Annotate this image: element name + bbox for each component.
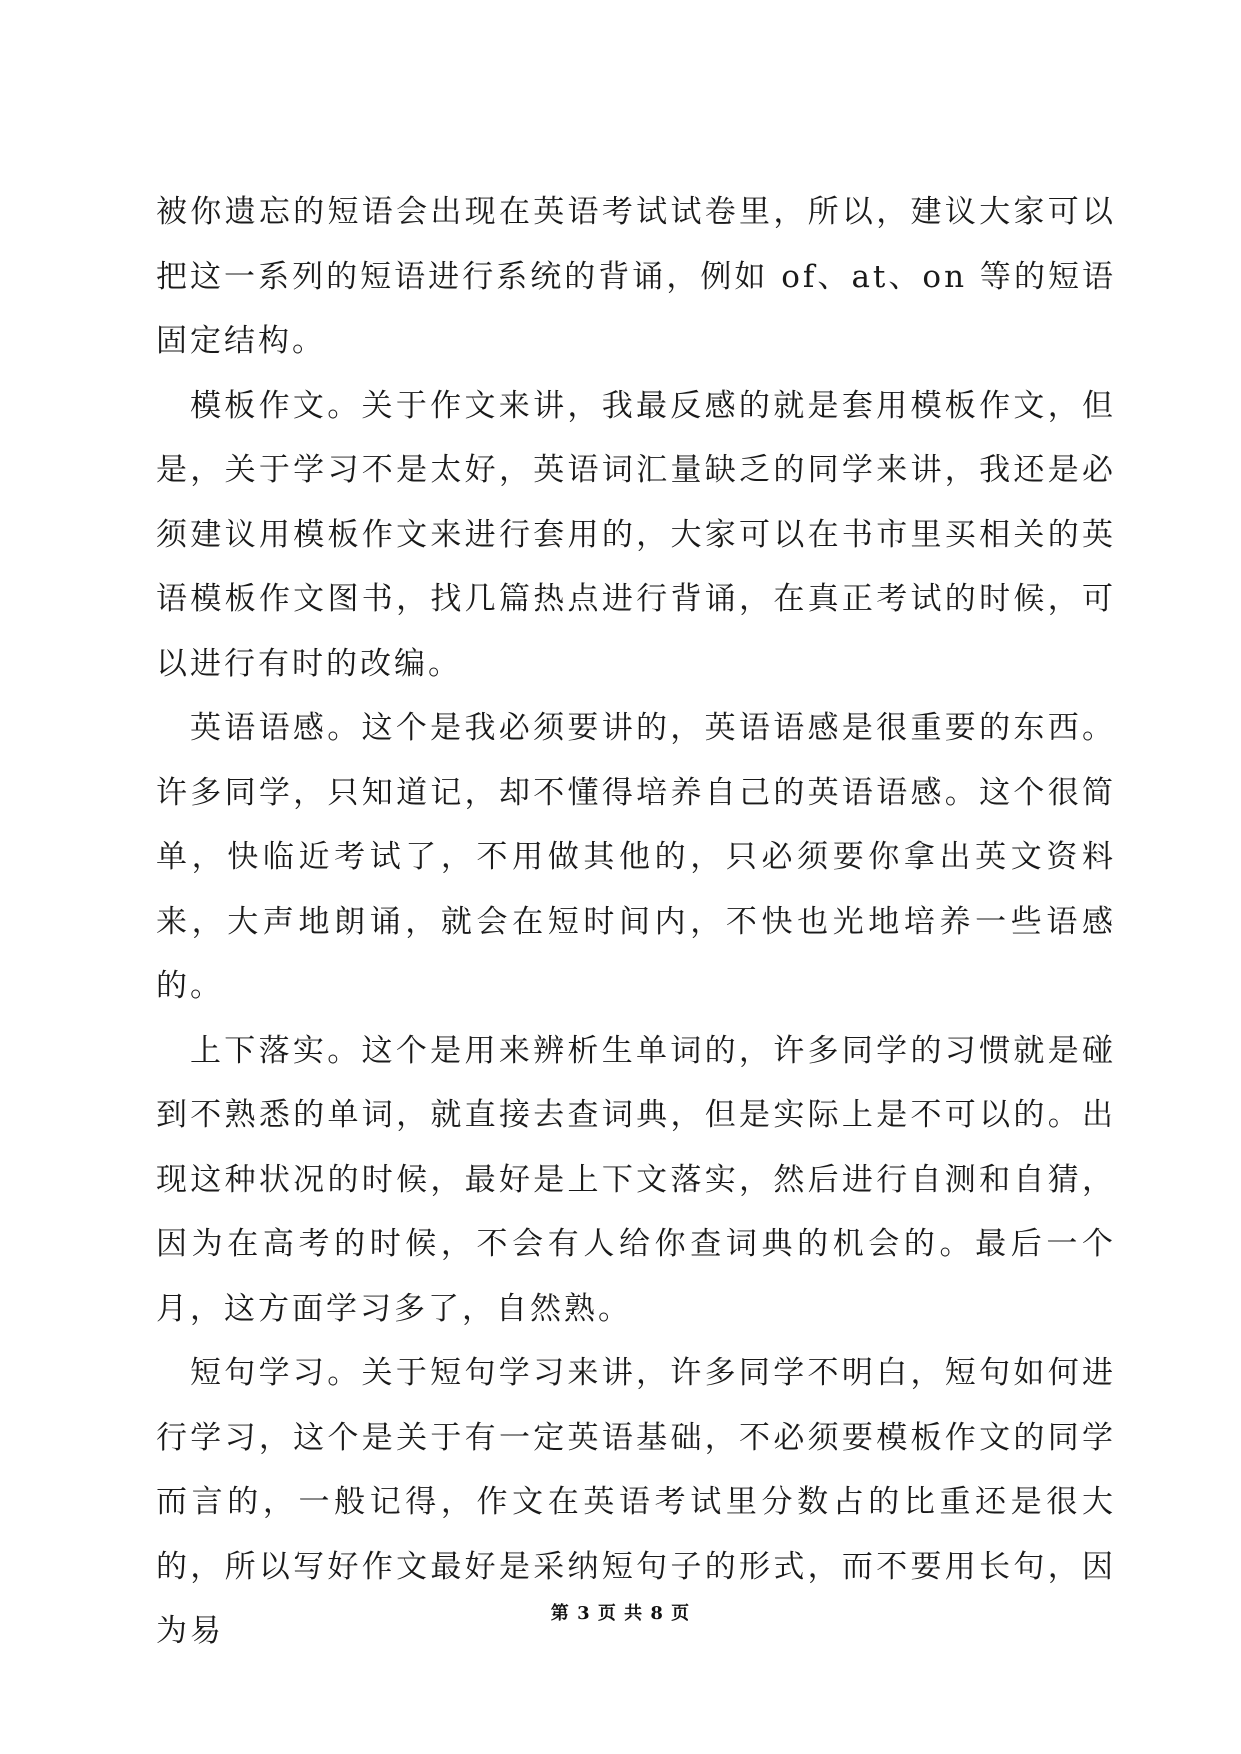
paragraph-template-essay: 模板作文。关于作文来讲，我最反感的就是套用模板作文，但是，关于学习不是太好，英语词汇量缺乏的同学来讲，我还是必须建议用模板作文来进行套用的，大家可以在书市里买相关的英语模板作文图书，找几篇热点进行背诵，在真正考试的时候，可以进行有时的改编。 bbox=[156, 387, 1116, 682]
paragraph-short-sentences: 短句学习。关于短句学习来讲，许多同学不明白，短句如何进行学习，这个是关于有一定英语基础，不必须要模板作文的同学而言的，一般记得，作文在英语考试里分数占的比重还是很大的，所以写好作文最好是采纳短句子的形式，而不要用长句，因为易 bbox=[156, 1355, 1116, 1649]
page-number-footer: 第 3 页 共 8 页 bbox=[550, 1603, 691, 1624]
document-body bbox=[156, 180, 1116, 1664]
paragraph-language-sense: 英语语感。这个是我必须要讲的，英语语感是很重要的东西。许多同学，只知道记，却不懂得培养自己的英语语感。这个很简单，快临近考试了，不用做其他的，只必须要你拿出英文资料来，大声地朗诵，就会在短时间内，不快也光地培养一些语感的。 bbox=[156, 710, 1116, 1004]
paragraph-phrases-continued: 被你遗忘的短语会出现在英语考试试卷里，所以，建议大家可以把这一系列的短语进行系统的背诵，例如 of、at、on 等的短语固定结构。 bbox=[156, 194, 1116, 359]
paragraph-context-guessing: 上下落实。这个是用来辨析生单词的，许多同学的习惯就是碰到不熟悉的单词，就直接去查词典，但是实际上是不可以的。出现这种状况的时候，最好是上下文落实，然后进行自测和自猜，因为在高考的时候，不会有人给你查词典的机会的。最后一个月，这方面学习多了，自然熟。 bbox=[156, 1032, 1116, 1327]
